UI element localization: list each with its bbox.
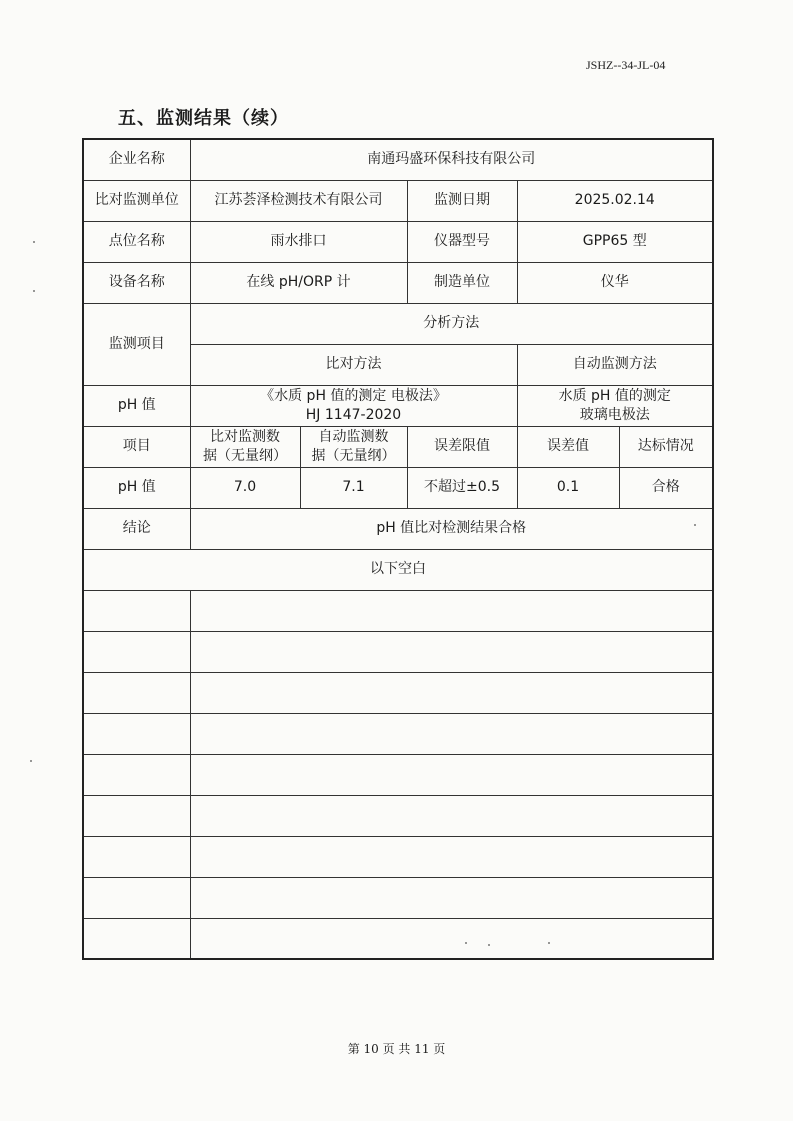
monitor-date-label: 监测日期 xyxy=(407,180,517,221)
auto-method-line1: 水质 pH 值的测定 xyxy=(558,387,671,404)
empty-cell xyxy=(83,754,190,795)
empty-cell xyxy=(83,836,190,877)
instrument-model-label: 仪器型号 xyxy=(407,221,517,262)
empty-cell xyxy=(190,795,713,836)
empty-row xyxy=(83,672,713,713)
row-error-limit: 不超过±0.5 xyxy=(407,467,517,508)
empty-cell xyxy=(83,713,190,754)
empty-cell xyxy=(83,877,190,918)
scan-speck xyxy=(33,241,35,243)
col-item: 项目 xyxy=(83,426,190,467)
conclusion-row xyxy=(83,508,713,549)
blank-note-row xyxy=(83,549,713,590)
compare-unit-value: 江苏荟泽检测技术有限公司 xyxy=(190,180,407,221)
row-compliance: 合格 xyxy=(619,467,713,508)
empty-cell xyxy=(83,631,190,672)
compare-unit-row xyxy=(83,180,713,221)
company-row xyxy=(83,139,713,180)
manufacturer-label: 制造单位 xyxy=(407,262,517,303)
compare-unit-label: 比对监测单位 xyxy=(83,180,190,221)
empty-cell xyxy=(83,795,190,836)
auto-method-line2: 玻璃电极法 xyxy=(579,406,650,423)
scan-speck xyxy=(465,942,467,944)
row-compare-value: 7.0 xyxy=(190,467,300,508)
analysis-method-row xyxy=(83,303,713,344)
col-compare-data xyxy=(190,426,300,467)
col-compliance: 达标情况 xyxy=(619,426,713,467)
compare-method-standard: 《水质 pH 值的测定 电极法》 xyxy=(260,387,447,404)
empty-cell xyxy=(190,590,713,631)
empty-cell xyxy=(190,918,713,959)
col-error-limit: 误差限值 xyxy=(407,426,517,467)
empty-cell xyxy=(83,672,190,713)
empty-cell xyxy=(190,631,713,672)
empty-row xyxy=(83,877,713,918)
empty-cell xyxy=(190,713,713,754)
compare-method-value xyxy=(190,385,517,426)
empty-cell xyxy=(190,836,713,877)
point-label: 点位名称 xyxy=(83,221,190,262)
empty-row xyxy=(83,590,713,631)
analysis-method-label: 分析方法 xyxy=(190,303,713,344)
scan-speck xyxy=(30,760,32,762)
document-code: JSHZ--34-JL-04 xyxy=(586,58,666,72)
col-compare-data-line1: 比对监测数 xyxy=(210,428,280,445)
monitoring-results-table xyxy=(82,138,714,960)
empty-cell xyxy=(83,590,190,631)
point-row xyxy=(83,221,713,262)
col-compare-data-line2: 据（无量纲） xyxy=(203,447,287,464)
empty-row xyxy=(83,713,713,754)
conclusion-label: 结论 xyxy=(83,508,190,549)
col-error-value: 误差值 xyxy=(517,426,619,467)
compare-method-label: 比对方法 xyxy=(190,344,517,385)
empty-cell xyxy=(190,754,713,795)
auto-method-label: 自动监测方法 xyxy=(517,344,713,385)
data-header-row xyxy=(83,426,713,467)
blank-note: 以下空白 xyxy=(83,549,713,590)
point-value: 雨水排口 xyxy=(190,221,407,262)
company-label: 企业名称 xyxy=(83,139,190,180)
col-auto-data-line1: 自动监测数 xyxy=(318,428,389,445)
ph-method-row xyxy=(83,385,713,426)
empty-cell xyxy=(83,918,190,959)
empty-row xyxy=(83,631,713,672)
instrument-model-value: GPP65 型 xyxy=(517,221,713,262)
monitor-date-value: 2025.02.14 xyxy=(517,180,713,221)
ph-label: pH 值 xyxy=(83,385,190,426)
compare-method-code: HJ 1147-2020 xyxy=(305,406,402,423)
empty-row xyxy=(83,795,713,836)
row-ph-label: pH 值 xyxy=(83,467,190,508)
scan-speck xyxy=(33,290,35,292)
empty-cell xyxy=(190,672,713,713)
scan-speck xyxy=(694,524,696,526)
monitor-item-label: 监测项目 xyxy=(83,303,190,385)
auto-method-value xyxy=(517,385,713,426)
col-auto-data-line2: 据（无量纲） xyxy=(311,447,396,464)
device-row xyxy=(83,262,713,303)
col-auto-data xyxy=(300,426,407,467)
empty-cell xyxy=(190,877,713,918)
empty-row xyxy=(83,836,713,877)
company-value: 南通玛盛环保科技有限公司 xyxy=(190,139,713,180)
empty-row xyxy=(83,918,713,959)
manufacturer-value: 仪华 xyxy=(517,262,713,303)
ph-data-row xyxy=(83,467,713,508)
device-label: 设备名称 xyxy=(83,262,190,303)
page-number: 第 10 页 共 11 页 xyxy=(347,1042,446,1056)
device-value: 在线 pH/ORP 计 xyxy=(190,262,407,303)
section-title: 五、监测结果（续） xyxy=(118,108,289,129)
row-error-value: 0.1 xyxy=(517,467,619,508)
empty-row xyxy=(83,754,713,795)
row-auto-value: 7.1 xyxy=(300,467,407,508)
scan-speck xyxy=(488,944,490,946)
scan-speck xyxy=(548,942,550,944)
conclusion-value: pH 值比对检测结果合格 xyxy=(190,508,713,549)
